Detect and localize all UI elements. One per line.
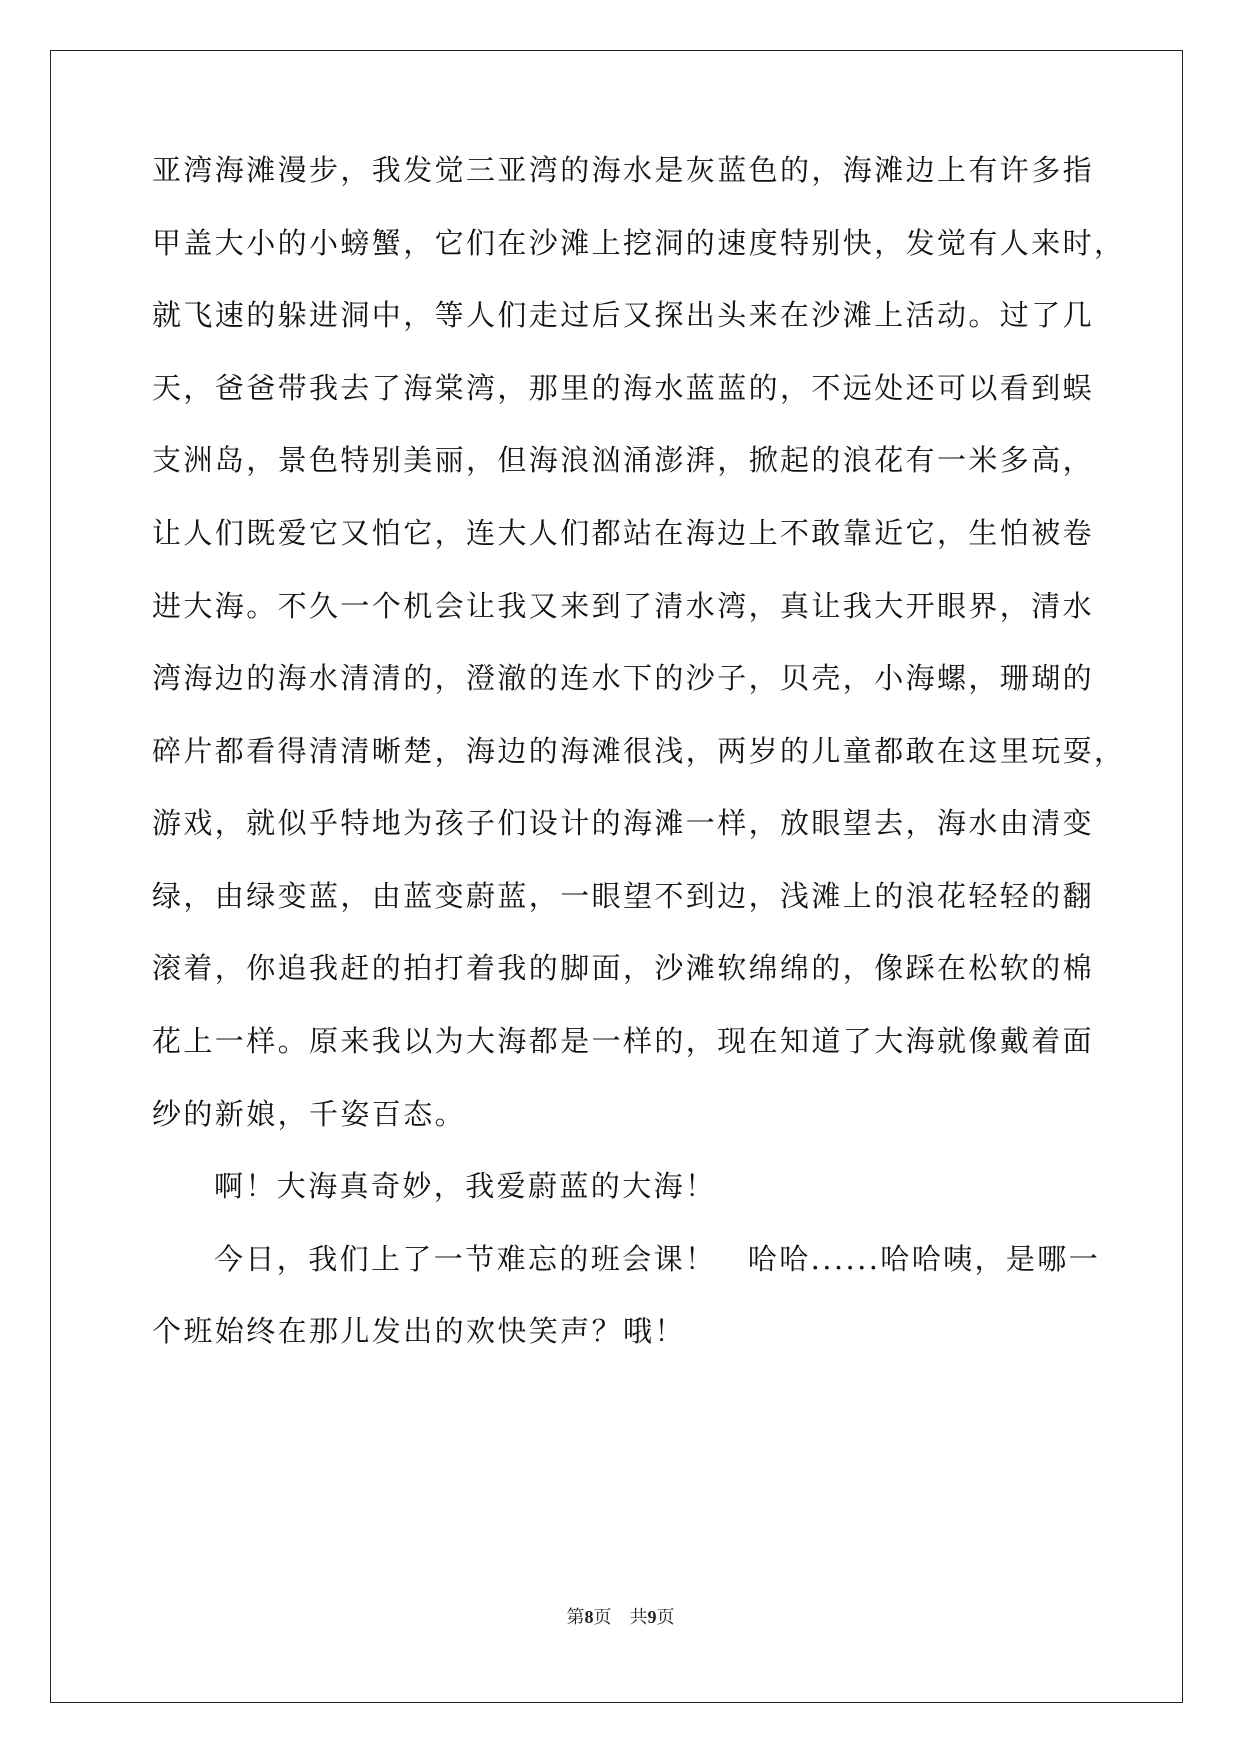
text-line: 让人们既爱它又怕它，连大人们都站在海边上不敢靠近它，生怕被卷: [152, 516, 1095, 550]
text-line: 滚着，你追我赶的拍打着我的脚面，沙滩软绵绵的，像踩在松软的棉: [152, 951, 1095, 985]
text-line: 湾海边的海水清清的，澄澈的连水下的沙子，贝壳，小海螺，珊瑚的: [152, 661, 1095, 695]
footer-prefix: 第: [566, 1607, 585, 1627]
footer-middle: 页 共: [593, 1607, 648, 1627]
text-line: 碎片都看得清清晰楚，海边的海滩很浅，两岁的儿童都敢在这里玩耍，: [152, 734, 1126, 768]
text-line: 游戏，就似乎特地为孩子们设计的海滩一样，放眼望去，海水由清变: [152, 806, 1095, 840]
text-line: 就飞速的躲进洞中，等人们走过后又探出头来在沙滩上活动。过了几: [152, 298, 1095, 332]
page-footer: [0, 1605, 1241, 1629]
text-line: 绿，由绿变蓝，由蓝变蔚蓝，一眼望不到边，浅滩上的浪花轻轻的翻: [152, 879, 1095, 913]
footer-suffix: 页: [656, 1607, 675, 1627]
text-line: 甲盖大小的小螃蟹，它们在沙滩上挖洞的速度特别快，发觉有人来时，: [152, 226, 1126, 260]
text-line: 支洲岛，景色特别美丽，但海浪汹涌澎湃，掀起的浪花有一米多高，: [152, 443, 1095, 477]
total-page-count: 9: [647, 1607, 657, 1627]
text-line: 进大海。不久一个机会让我又来到了清水湾，真让我大开眼界，清水: [152, 589, 1095, 623]
text-line: 个班始终在那儿发出的欢快笑声？哦！: [152, 1314, 686, 1348]
text-line: 亚湾海滩漫步，我发觉三亚湾的海水是灰蓝色的，海滩边上有许多指: [152, 153, 1095, 187]
text-line: 天，爸爸带我去了海棠湾，那里的海水蓝蓝的，不远处还可以看到蜈: [152, 371, 1095, 405]
text-line: 花上一样。原来我以为大海都是一样的，现在知道了大海就像戴着面: [152, 1024, 1095, 1058]
paragraph-first-line: 啊！大海真奇妙，我爱蔚蓝的大海！: [214, 1169, 717, 1203]
paragraph-first-line: 今日，我们上了一节难忘的班会课！ 哈哈......哈哈咦，是哪一: [214, 1242, 1101, 1276]
text-line: 纱的新娘，千姿百态。: [152, 1097, 467, 1131]
current-page-number: 8: [584, 1607, 594, 1627]
